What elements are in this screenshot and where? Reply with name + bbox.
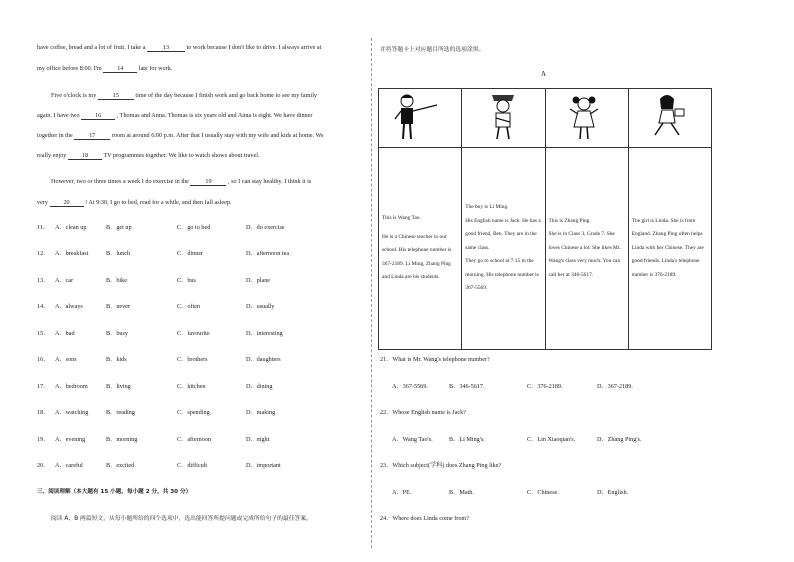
option-a: A．always <box>55 303 83 310</box>
option-b: B．excited <box>106 462 135 469</box>
blank-13: 13 <box>147 44 185 52</box>
option-a: A．sons <box>55 356 77 363</box>
cell-text: She is in Class 3, Grade 7. She loves Chinese a lot. She likes Mr. Wang's class very much. You can call her at 346-5617. <box>548 231 621 278</box>
text: , so I can stay healthy. I think it is <box>227 178 312 185</box>
option-a: A．careful <box>55 462 83 469</box>
cell-text: The boy is Li Ming. <box>465 203 509 210</box>
picture-cell <box>379 89 462 148</box>
question-number: 14． <box>37 303 50 310</box>
blank-19: 19 <box>190 178 226 186</box>
cell-text: He is a Chinese teacher in our school. His telephone number is 367-2189. Li Ming, Zhang Ping and Linda are his students. <box>382 233 452 281</box>
teacher-picture <box>379 89 461 145</box>
option-c: C．dinner <box>177 250 204 257</box>
text: late for work. <box>138 65 173 72</box>
text: ! At 9:30, I go to bed, read for a while, and then fall asleep. <box>85 199 232 206</box>
option-c: C．brothers <box>177 356 208 363</box>
question-number: 17． <box>37 383 50 390</box>
question-options <box>392 434 641 443</box>
option-d: D．usually <box>246 303 275 310</box>
option-c: C．Lin Xiaoqian's. <box>527 436 576 443</box>
option-b: B．bike <box>106 277 127 284</box>
option-b: B．never <box>106 303 131 310</box>
text: again. I have two <box>37 112 80 119</box>
option-d: D．daughters <box>246 356 281 363</box>
option-b: B．reading <box>106 409 135 416</box>
option-a: A．evening <box>55 436 86 443</box>
blank-16: 16 <box>81 112 115 120</box>
section-title: 三、阅读理解（本大题有 15 小题，每小题 2 分，共 30 分） <box>37 489 192 495</box>
option-c: C．difficult <box>177 462 208 469</box>
option-d: D．making <box>246 409 276 416</box>
passage-line <box>51 92 317 100</box>
question-options <box>392 381 633 390</box>
question-number: 12． <box>37 250 50 257</box>
blank-20: 20 <box>50 199 84 207</box>
option-a: A．367-5569. <box>392 383 428 390</box>
question-number: 20． <box>37 462 50 469</box>
question-number: 19． <box>37 436 50 443</box>
option-a: A．PE. <box>392 489 412 496</box>
option-d: D．interesting <box>246 330 283 337</box>
question-item <box>37 460 281 469</box>
option-a: A．clean up <box>55 224 87 231</box>
text: Five o'clock is my <box>51 92 97 99</box>
question-item <box>37 275 270 284</box>
question-number: 11． <box>37 224 50 231</box>
option-d: D．do exercise <box>246 224 285 231</box>
instruction-line: 并将答题卡上对应题目所选的选项涂黑。 <box>380 47 485 53</box>
picture-cell <box>545 89 628 148</box>
passage-line <box>37 152 260 160</box>
question-number: 18． <box>37 409 50 416</box>
option-b: B．get up <box>106 224 132 231</box>
option-d: D．English. <box>597 489 629 496</box>
option-d: D．dining <box>246 383 273 390</box>
option-c: C．spending <box>177 409 210 416</box>
boy-picture <box>462 89 544 145</box>
text: have coffee, bread and a lot of fruit. I take a <box>37 44 146 51</box>
question-item <box>37 434 269 443</box>
question-item <box>37 381 272 390</box>
option-c: C．favourite <box>177 330 210 337</box>
info-cell <box>462 148 545 350</box>
question-item <box>37 407 275 416</box>
option-a: A．watching <box>55 409 89 416</box>
option-d: D．night <box>246 436 270 443</box>
option-a: A．car <box>55 277 74 284</box>
blank-18: 18 <box>68 152 102 160</box>
running-girl-picture <box>629 89 711 145</box>
info-cell <box>379 148 462 350</box>
option-b: B．Math. <box>449 489 474 496</box>
question-item <box>37 328 283 337</box>
text: together in the <box>37 132 73 139</box>
text: to work because I don't like to drive. I always arrive at <box>186 44 322 51</box>
option-d: D．afternoon tea <box>246 250 290 257</box>
question-text: 23．Which subject(学科) does Zhang Ping like? <box>380 462 502 469</box>
passage-line <box>37 132 324 140</box>
option-d: D．Zhang Ping's. <box>597 436 642 443</box>
passage-line <box>37 112 312 120</box>
cell-text: This is Zhang Ping. <box>548 217 591 224</box>
question-options <box>392 487 628 496</box>
blank-14: 14 <box>103 65 137 73</box>
picture-cell <box>462 89 545 148</box>
column-divider <box>371 38 372 548</box>
blank-17: 17 <box>74 132 110 140</box>
option-a: A．Wang Tao's. <box>392 436 433 443</box>
cell-text: The girl is Linda. She is from England. Zhang Ping often helps Linda with her Chinese. They are good friends. Linda's telephone number is 376-2189. <box>631 217 704 278</box>
option-b: B．Li Ming's. <box>449 436 485 443</box>
picture-cell <box>628 89 711 148</box>
option-c: C．kitchen <box>177 383 206 390</box>
option-c: C．Chinese. <box>527 489 559 496</box>
option-a: A．breakfast <box>55 250 89 257</box>
text: time of the day because I finish work and go back home to see my family <box>135 92 318 99</box>
option-b: B．346-5617. <box>449 383 485 390</box>
question-item <box>37 354 281 363</box>
cell-text: His English name is Jack. He has a good friend, Ben. They are in the same class. <box>465 217 541 251</box>
option-b: B．kids <box>106 356 127 363</box>
text: very <box>37 199 48 206</box>
option-d: D．important <box>246 462 281 469</box>
option-a: A．bad <box>55 330 75 337</box>
passage-line <box>37 44 321 52</box>
info-cell <box>628 148 711 350</box>
section-intro: 阅读 A、B 两篇短文，从每小题所给的四个选项中，选出能回答所提问题或完成所给句子的最佳答案。 <box>51 516 312 522</box>
question-item <box>37 222 285 231</box>
option-b: B．living <box>106 383 131 390</box>
passage-line <box>37 65 172 73</box>
option-c: C．often <box>177 303 201 310</box>
option-b: B．busy <box>106 330 129 337</box>
question-number: 13． <box>37 277 50 284</box>
girl-picture <box>546 89 628 145</box>
question-text: 21．What is Mr. Wang's telephone number? <box>380 356 490 363</box>
option-c: C．go to bed <box>177 224 211 231</box>
text: However, two or three times a week I do exercise in the <box>51 178 189 185</box>
option-b: B．lunch <box>106 250 131 257</box>
question-number: 15． <box>37 330 50 337</box>
text: my office before 8:00. I'm <box>37 65 102 72</box>
passage-line <box>37 199 231 207</box>
question-text: 24．Where does Linda come from? <box>380 515 469 522</box>
option-c: C．bus <box>177 277 196 284</box>
option-a: A．bedroom <box>55 383 88 390</box>
blank-15: 15 <box>98 92 134 100</box>
info-cell <box>545 148 628 350</box>
info-table <box>378 88 712 350</box>
question-item <box>37 248 289 257</box>
question-item <box>37 301 275 310</box>
text: , Thomas and Anna. Thomas is six years old and Anna is eight. We have dinner <box>116 112 313 119</box>
option-c: C．afternoon <box>177 436 212 443</box>
cell-text: They go to school at 7:15 in the morning. His telephone number is 367-5569. <box>465 258 539 292</box>
option-b: B．morning <box>106 436 138 443</box>
text: TV programmes together. We like to watch shows about travel. <box>103 152 260 159</box>
option-c: C．376-2189. <box>527 383 563 390</box>
text: room at around 6:00 p.m. After that I usually stay with my wife and kids at home. We <box>111 132 324 139</box>
option-d: D．plane <box>246 277 271 284</box>
text: really enjoy <box>37 152 67 159</box>
question-text: 22．Whose English name is Jack? <box>380 409 466 416</box>
cell-text: This is Wang Tao. <box>382 215 421 222</box>
question-number: 16． <box>37 356 50 363</box>
option-d: D．367-2189. <box>597 383 633 390</box>
passage-line <box>51 178 311 186</box>
passage-label: A <box>541 70 547 78</box>
